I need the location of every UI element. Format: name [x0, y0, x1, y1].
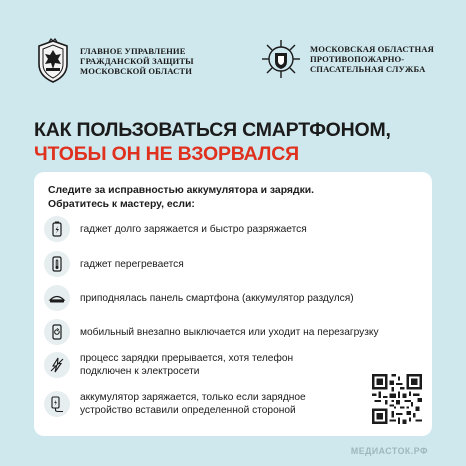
list-item-text [80, 391, 306, 417]
list-item-text [80, 258, 184, 271]
phone-heat-icon [44, 251, 70, 277]
list-item-text [80, 292, 354, 305]
header [0, 0, 466, 100]
fire-rescue-emblem-icon [260, 38, 302, 80]
left-org-line: МОСКОВСКОЙ ОБЛАСТИ [80, 66, 193, 76]
right-org-line: СПАСАТЕЛЬНАЯ СЛУЖБА [310, 64, 426, 74]
intro-line-2: Обратитесь к мастеру, если: [48, 199, 195, 210]
list-item [44, 319, 379, 345]
list-item-text [80, 223, 307, 236]
list-item-line: приподнялась панель смартфона (аккумулятор раздулся) [80, 292, 354, 304]
title-line-1: КАК ПОЛЬЗОВАТЬСЯ СМАРТФОНОМ, [34, 119, 391, 141]
list-item [44, 285, 354, 311]
intro-line-1: Следите за исправностью аккумулятора и зарядки. [48, 185, 315, 196]
list-item [44, 352, 293, 378]
card-intro [48, 184, 314, 212]
right-org-line: МОСКОВСКАЯ ОБЛАСТНАЯ [310, 44, 434, 54]
list-item [44, 391, 306, 417]
list-item-line: подключен к электросети [80, 366, 200, 377]
list-item-line: процесс зарядки прерывается, хотя телефон [80, 353, 294, 364]
left-org-line: ГРАЖДАНСКОЙ ЗАЩИТЫ [80, 56, 194, 66]
charging-plug-icon [44, 391, 70, 417]
right-org-line: ПРОТИВОПОЖАРНО- [310, 54, 405, 64]
advice-card [34, 172, 432, 436]
qr-code-icon[interactable] [370, 372, 424, 426]
list-item-line: гаджет долго заряжается и быстро разряжается [80, 223, 307, 235]
list-item-text [80, 352, 293, 378]
title-line-2: ЧТОБЫ ОН НЕ ВЗОРВАЛСЯ [34, 143, 299, 165]
list-item [44, 251, 184, 277]
page-title [34, 118, 391, 166]
mopss-logo [260, 38, 434, 80]
list-item-line: аккумулятор заряжается, только если зарядное [80, 392, 306, 403]
list-item-line: гаджет перегревается [80, 258, 184, 270]
source-watermark: МЕДИАСТОК.РФ [350, 446, 428, 456]
list-item-line: мобильный внезапно выключается или уходит на перезагрузку [80, 326, 379, 338]
list-item [44, 216, 307, 242]
swollen-battery-icon [44, 285, 70, 311]
left-org-name [80, 46, 194, 76]
list-item-text [80, 326, 379, 339]
phone-restart-icon [44, 319, 70, 345]
battery-charging-icon [44, 216, 70, 242]
gu-gz-mo-logo [34, 38, 194, 84]
coat-of-arms-icon [34, 38, 72, 84]
left-org-line: ГЛАВНОЕ УПРАВЛЕНИЕ [80, 46, 186, 56]
list-item-line: устройство вставили определенной стороной [80, 405, 296, 416]
right-org-name [310, 44, 434, 74]
charging-interrupted-icon [44, 352, 70, 378]
